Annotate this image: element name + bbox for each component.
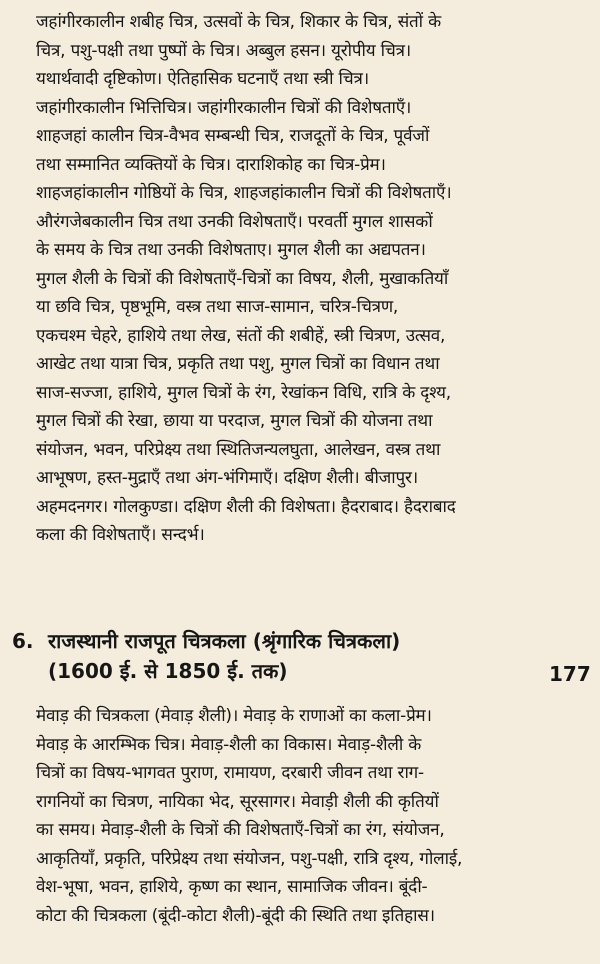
- text-line: जहांगीरकालीन शबीह चित्र, उत्सवों के चित्र, शिकार के चित्र, संतों के: [36, 12, 441, 32]
- text-line: आकृतियाँ, प्रकृति, परिप्रेक्ष्य तथा संयोजन, पशु-पक्षी, रात्रि दृश्य, गोलाई,: [36, 848, 463, 869]
- text-line: एकचश्म चेहरे, हाशिये तथा लेख, संतों की शबीहें, स्त्री चित्रण, उत्सव,: [36, 325, 446, 346]
- text-line: या छवि चित्र, पृष्ठभूमि, वस्त्र तथा साज-सामान, चरित्र-चित्रण,: [36, 297, 399, 317]
- text-line: औरंगजेबकालीन चित्र तथा उनकी विशेषताएँ। परवर्ती मुगल शासकों: [36, 211, 433, 232]
- text-line: शाहजहांकालीन गोष्ठियों के चित्र, शाहजहांकालीन चित्रों की विशेषताएँ।: [36, 183, 452, 203]
- text-line: मेवाड़ के आरम्भिक चित्र। मेवाड़-शैली का विकास। मेवाड़-शैली के: [36, 734, 422, 755]
- text-line: तथा सम्मानित व्यक्तियों के चित्र। दाराशिकोह का चित्र-प्रेम।: [36, 154, 386, 175]
- contents-paragraph-continued: [36, 8, 514, 550]
- text-line: जहांगीरकालीन भित्तिचित्र। जहांगीरकालीन चित्रों की विशेषताएँ।: [36, 97, 412, 118]
- text-line: का समय। मेवाड़-शैली के चित्रों की विशेषताएँ-चित्रों का रंग, संयोजन,: [36, 820, 445, 840]
- text-line: संयोजन, भवन, परिप्रेक्ष्य तथा स्थितिजन्यलघुता, आलेखन, वस्त्र तथा: [36, 439, 441, 460]
- text-line: कोटा की चित्रकला (बूंदी-कोटा शैली)-बूंदी की स्थिति तथा इतिहास।: [36, 905, 435, 926]
- text-line: यथार्थवादी दृष्टिकोण। ऐतिहासिक घटनाएँ तथा स्त्री चित्र।: [36, 69, 369, 89]
- text-line: चित्रों का विषय-भागवत पुराण, रामायण, दरबारी जीवन तथा राग-: [36, 763, 424, 783]
- text-line: वेश-भूषा, भवन, हाशिये, कृष्ण का स्थान, सामाजिक जीवन। बूंदी-: [36, 877, 428, 897]
- text-line: आभूषण, हस्त-मुद्राएँ तथा अंग-भंगिमाएँ। दक्षिण शैली। बीजापुर।: [36, 468, 418, 488]
- chapter-number: 6.: [12, 629, 34, 653]
- text-line: मुगल चित्रों की रेखा, छाया या परदाज, मुगल चित्रों की योजना तथा: [36, 411, 433, 431]
- chapter-date-range: (1600 ई. से 1850 ई. तक): [48, 659, 288, 683]
- text-line: रागनियों का चित्रण, नायिका भेद, सूरसागर। मेवाड़ी शैली की कृतियों: [36, 791, 439, 812]
- text-line: आखेट तथा यात्रा चित्र, प्रकृति तथा पशु, मुगल चित्रों का विधान तथा: [36, 354, 440, 374]
- chapter-heading: [12, 626, 532, 686]
- chapter-title-line-1: [12, 626, 532, 656]
- chapter-title: राजस्थानी राजपूत चित्रकला (श्रृंगारिक चित्रकला): [48, 629, 401, 653]
- chapter-contents-paragraph: [36, 702, 514, 930]
- text-line: कला की विशेषताएँ। सन्दर्भ।: [36, 525, 205, 545]
- text-line: शाहजहां कालीन चित्र-वैभव सम्बन्धी चित्र, राजदूतों के चित्र, पूर्वजों: [36, 126, 430, 146]
- text-line: मुगल शैली के चित्रों की विशेषताएँ-चित्रों का विषय, शैली, मुखाकतियाँ: [36, 268, 449, 289]
- text-line: चित्र, पशु-पक्षी तथा पुष्पों के चित्र। अब्बुल हसन। यूरोपीय चित्र।: [36, 40, 412, 61]
- text-line: साज-सज्जा, हाशिये, मुगल चित्रों के रंग, रेखांकन विधि, रात्रि के दृश्य,: [36, 382, 451, 403]
- text-line: अहमदनगर। गोलकुण्डा। दक्षिण शैली की विशेषता। हैदराबाद। हैदराबाद: [36, 496, 456, 517]
- text-line: मेवाड़ की चित्रकला (मेवाड़ शैली)। मेवाड़ के राणाओं का कला-प्रेम।: [36, 706, 432, 726]
- text-line: के समय के चित्र तथा उनकी विशेषताए। मुगल शैली का अद्यपतन।: [36, 240, 426, 260]
- chapter-page-number: 177: [549, 662, 591, 686]
